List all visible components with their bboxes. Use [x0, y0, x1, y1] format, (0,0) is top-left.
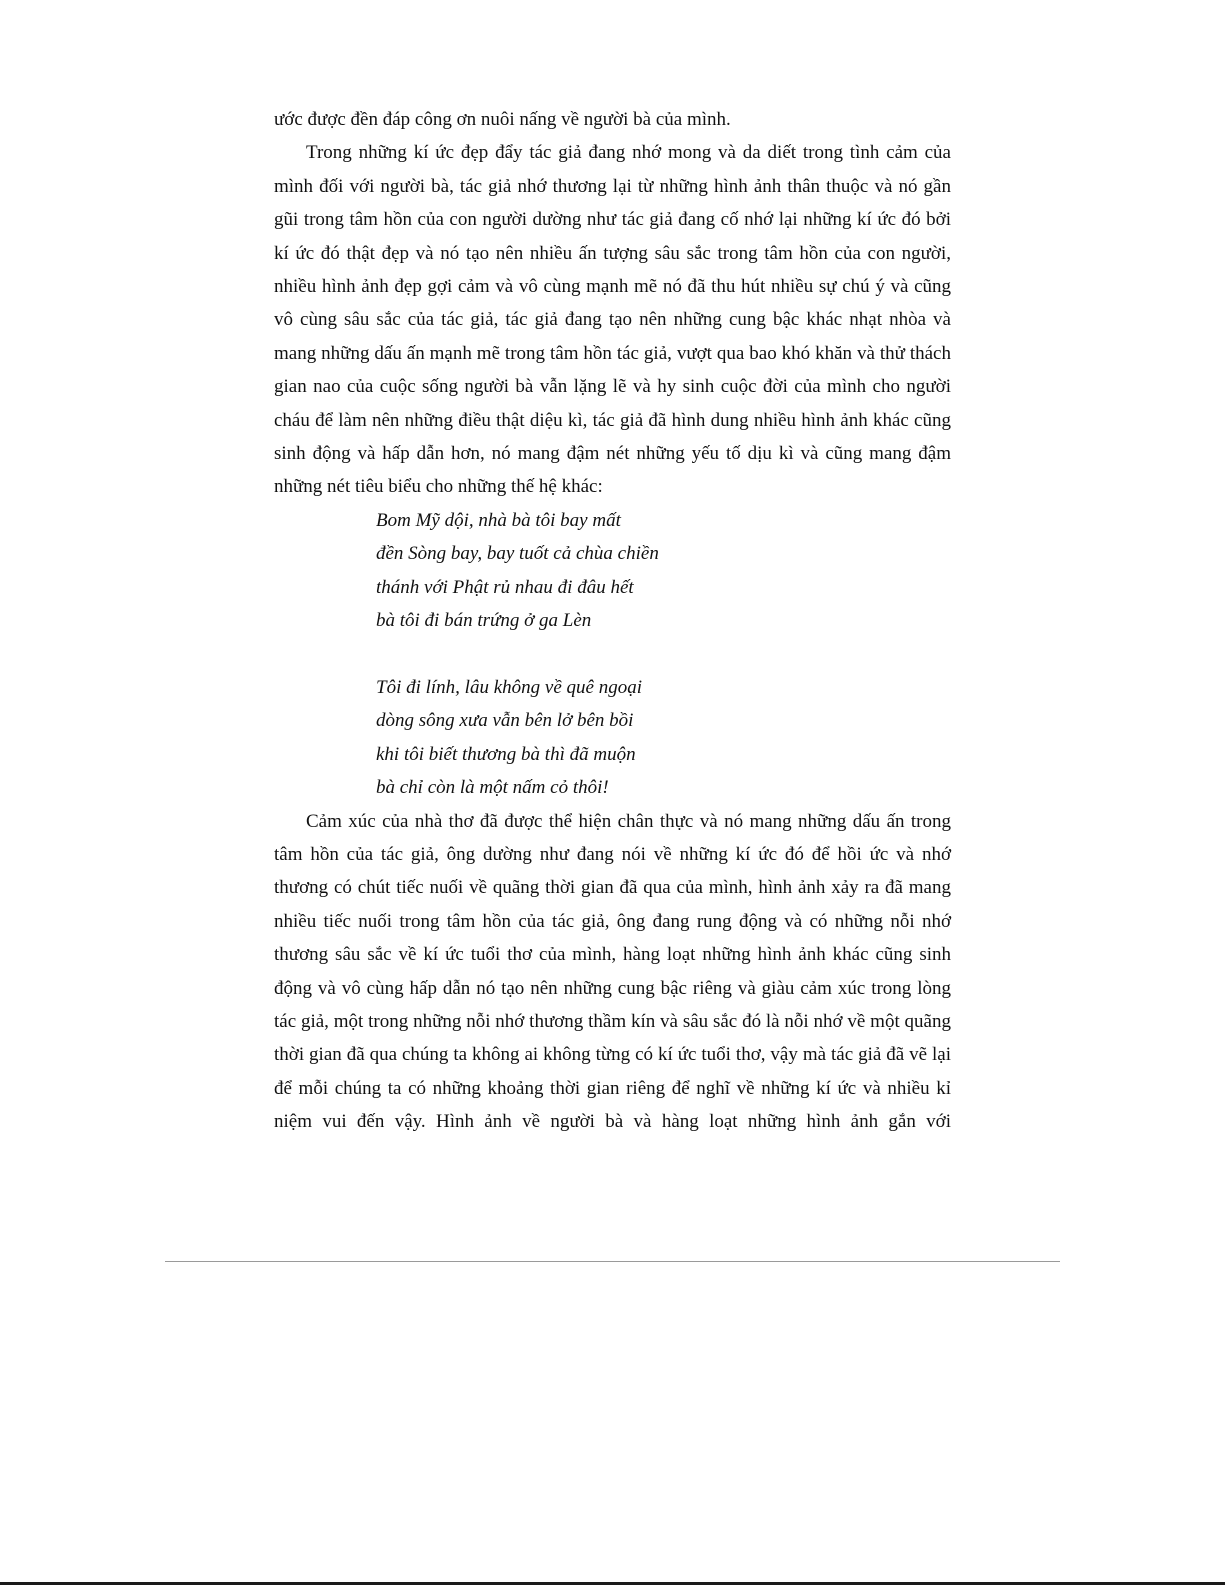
poem-line: bà chỉ còn là một nấm cỏ thôi! — [376, 777, 609, 799]
poem-line: khi tôi biết thương bà thì đã muộn — [376, 743, 636, 765]
poem-stanza-1 — [376, 504, 951, 638]
poem-line: thánh với Phật rủ nhau đi đâu hết — [376, 576, 634, 598]
poem-line: đền Sòng bay, bay tuốt cả chùa chiền — [376, 543, 659, 565]
stanza-gap — [376, 638, 951, 671]
poem-line: dòng sông xưa vẫn bên lở bên bồi — [376, 710, 634, 732]
page-body — [274, 103, 951, 1139]
opening-line: ước được đền đáp công ơn nuôi nấng về người bà của mình. — [274, 109, 731, 130]
poem-line: Bom Mỹ dội, nhà bà tôi bay mất — [376, 509, 621, 531]
poem-line: Tôi đi lính, lâu không về quê ngoại — [376, 676, 642, 698]
poem-stanza-2 — [376, 671, 951, 805]
paragraph-1: Trong những kí ức đẹp đẩy tác giả đang nhớ mong và da diết trong tình cảm của mình đối với người bà, tác giả nhớ thương lại từ những hình ảnh thân thuộc và nó gần gũi trong tâm hồn của con người dường như tác giả đang cố nhớ lại những kí ức đó bởi kí ức đó thật đẹp và nó tạo nên nhiều ấn tượng sâu sắc trong tâm hồn của con người, nhiều hình ảnh đẹp gợi cảm và vô cùng mạnh mẽ nó đã thu hút nhiều sự chú ý và cũng vô cùng sâu sắc của tác giả, tác giả đang tạo nên những cung bậc khác nhạt nhòa và mang những dấu ấn mạnh mẽ trong tâm hồn tác giả, vượt qua bao khó khăn và thử thách gian nao của cuộc sống người bà vẫn lặng lẽ và hy sinh cuộc đời của mình cho người cháu để làm nên những điều thật diệu kì, tác giả đã hình dung nhiều hình ảnh khác cũng sinh động và hấp dẫn hơn, nó mang đậm nét những yếu tố dịu kì và cũng mang đậm những nét tiêu biểu cho những thế hệ khác: — [274, 142, 951, 498]
paragraph-2: Cảm xúc của nhà thơ đã được thể hiện chân thực và nó mang những dấu ấn trong tâm hồn của tác giả, ông dường như đang nói về những kí ức đó để hồi ức và nhớ thương có chút tiếc nuối về quãng thời gian đã qua của mình, hình ảnh xảy ra đã mang nhiều tiếc nuối trong tâm hồn của tác giả, ông đang rung động và có những nỗi nhớ thương sâu sắc về kí ức tuổi thơ của mình, hàng loạt những hình ảnh khác cũng sinh động và vô cùng hấp dẫn nó tạo nên những cung bậc riêng và giàu cảm xúc trong lòng tác giả, một trong những nỗi nhớ thương thầm kín và sâu sắc đó là nỗi nhớ về một quãng thời gian đã qua chúng ta không ai không từng có kí ức tuổi thơ, vậy mà tác giả đã vẽ lại để mỗi chúng ta có những khoảng thời gian riêng để nghĩ về những kí ức và nhiều kỉ niệm vui đến vậy. Hình ảnh về người bà và hàng loạt những hình ảnh gắn với — [274, 810, 951, 1133]
poem-line: bà tôi đi bán trứng ở ga Lèn — [376, 610, 592, 632]
poem — [376, 504, 951, 805]
page-divider — [165, 1261, 1060, 1262]
